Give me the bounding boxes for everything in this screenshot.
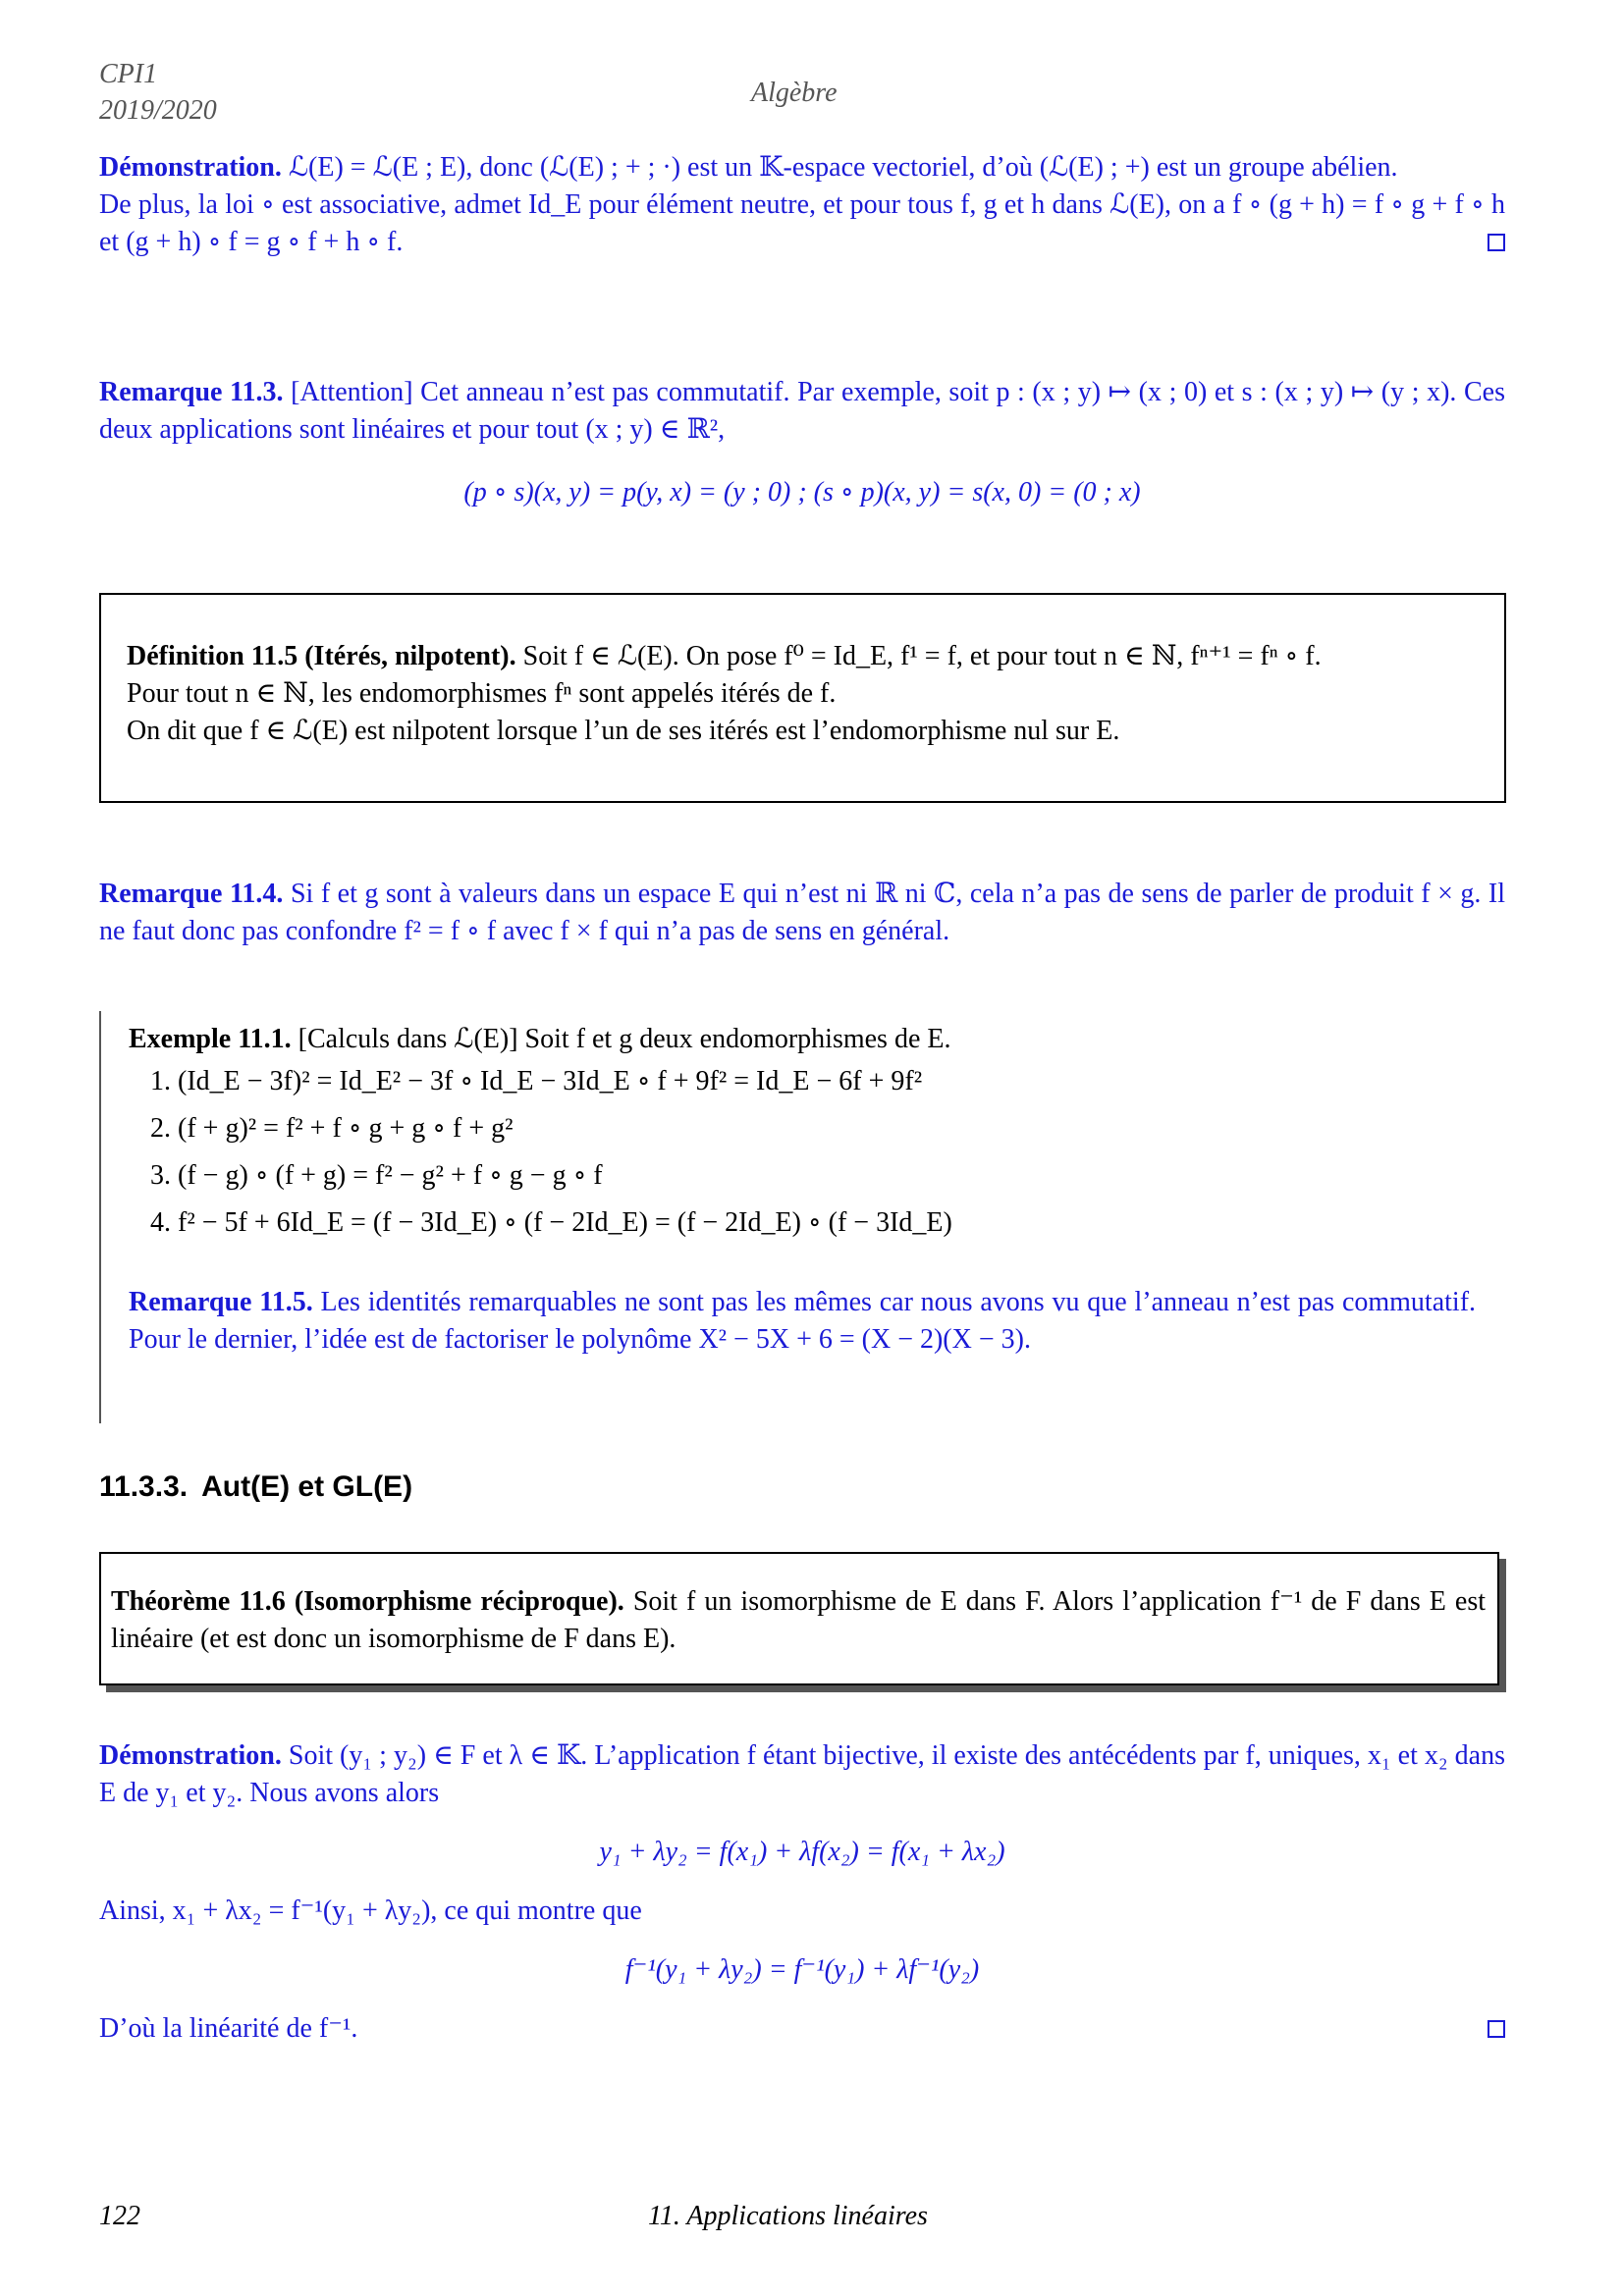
list-item: 4. f² − 5f + 6Id_E = (f − 3Id_E) ∘ (f − 2Id_E) = (f − 2Id_E) ∘ (f − 3Id_E) [178,1200,1476,1247]
proof-line-2: De plus, la loi ∘ est associative, admet Id_E pour élément neutre, et pour tous f, g et h dans ℒ(E), on a f ∘ (g + h) = f ∘ g + f ∘ h et (g + h) ∘ f = g ∘ f + h ∘ f. [99,189,1505,257]
theorem-text: Soit f un isomorphisme de E dans F. Alors l’application f⁻¹ de F dans E est linéaire (et est donc un isomorphisme de F dans E). [111,1586,1487,1654]
proof-label: Démonstration. [99,152,282,183]
proof-equation-2: f⁻¹(y₁ + λy₂) = f⁻¹(y₁) + λf⁻¹(y₂) [624,1954,980,1985]
proof-middle: Ainsi, x₁ + λx₂ = f⁻¹(y₁ + λy₂), ce qui montre que [99,1896,642,1926]
section-title: Aut(E) et GL(E) [201,1470,413,1503]
qed-symbol [1488,234,1505,251]
qed-symbol [1488,2020,1505,2038]
section-heading [99,1470,412,1504]
theorem-label: Théorème 11.6 (Isomorphisme réciproque). [111,1586,624,1617]
list-item: 2. (f + g)² = f² + f ∘ g + g ∘ f + g² [178,1105,1476,1152]
theorem-box [99,1552,1499,1685]
header-course: CPI1 [99,59,158,89]
definition-box [99,593,1506,803]
footer-chapter: 11. Applications linéaires [648,2201,928,2231]
proof-equation-1: y₁ + λy₂ = f(x₁) + λf(x₂) = f(x₁ + λx₂) [599,1837,1005,1867]
definition-label: Définition 11.5 (Itérés, nilpotent). [127,641,516,671]
remark-11-5 [129,1284,1476,1359]
page-number: 122 [99,2201,140,2231]
remark-text: [Attention] Cet anneau n’est pas commutatif. Par exemple, soit p : (x ; y) ↦ (x ; 0) et s : (x ; y) ↦ (y ; x). Ces deux applications sont linéaires et pour tout (x ; y) ∈ ℝ², [99,377,1506,445]
proof-text: Soit (y₁ ; y₂) ∈ F et λ ∈ 𝕂. L’application f étant bijective, il existe des antécédents par f, uniques, x₁ et x₂ dans E de y₁ et y₂. Nous avons alors [99,1740,1506,1808]
remark-label: Remarque 11.3. [99,377,284,407]
list-item: 1. (Id_E − 3f)² = Id_E² − 3f ∘ Id_E − 3Id_E ∘ f + 9f² = Id_E − 6f + 9f² [178,1058,1476,1105]
remark-label: Remarque 11.5. [129,1287,313,1317]
example-label: Exemple 11.1. [129,1024,292,1054]
example-intro: [Calculs dans ℒ(E)] Soit f et g deux endomorphismes de E. [298,1024,951,1054]
list-item: 3. (f − g) ∘ (f + g) = f² − g² + f ∘ g − g ∘ f [178,1152,1476,1200]
definition-line-3: On dit que f ∈ ℒ(E) est nilpotent lorsque l’un de ses itérés est l’endomorphisme nul sur E. [127,716,1120,746]
header-year: 2019/2020 [99,95,217,126]
header-subject: Algèbre [751,78,838,108]
proof-end: D’où la linéarité de f⁻¹. [99,2013,358,2044]
remark-text: Les identités remarquables ne sont pas les mêmes car nous avons vu que l’anneau n’est pas commutatif. Pour le dernier, l’idée est de factoriser le polynôme X² − 5X + 6 = (X − 2)(X − 3). [129,1287,1477,1355]
example-list [129,1058,1476,1247]
proof-line-1: ℒ(E) = ℒ(E ; E), donc (ℒ(E) ; + ; ·) est un 𝕂-espace vectoriel, d’où (ℒ(E) ; +) est un groupe abélien. [288,152,1398,183]
proof-ring [99,149,1505,261]
section-number: 11.3.3. [99,1470,189,1503]
remark-11-3 [99,374,1505,511]
example-11-1 [129,1021,1476,1359]
remark-text: Si f et g sont à valeurs dans un espace E qui n’est ni ℝ ni ℂ, cela n’a pas de sens de parler de produit f × g. Il ne faut donc pas confondre f² = f ∘ f avec f × f qui n’a pas de sens en général. [99,879,1505,946]
proof-label: Démonstration. [99,1740,282,1771]
remark-11-4 [99,876,1505,950]
remark-formula: (p ∘ s)(x, y) = p(y, x) = (y ; 0) ; (s ∘ p)(x, y) = s(x, 0) = (0 ; x) [463,477,1141,507]
remark-label: Remarque 11.4. [99,879,284,909]
definition-line-2: Pour tout n ∈ ℕ, les endomorphismes fⁿ sont appelés itérés de f. [127,678,837,709]
definition-line-1: Soit f ∈ ℒ(E). On pose f⁰ = Id_E, f¹ = f, et pour tout n ∈ ℕ, fⁿ⁺¹ = fⁿ ∘ f. [522,641,1322,671]
proof-inverse [99,1737,1505,2048]
example-rule [99,1011,101,1423]
